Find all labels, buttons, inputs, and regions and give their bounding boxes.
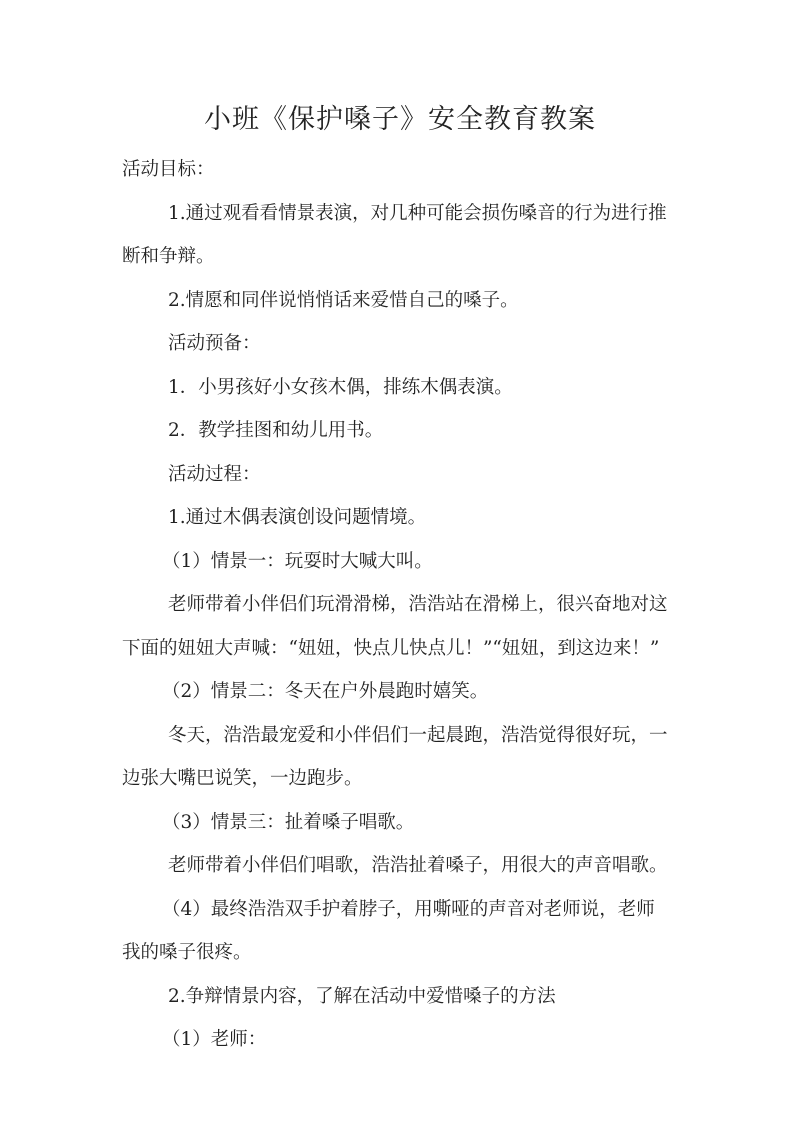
paragraph-scene-3: [122, 801, 682, 845]
paragraph-scene-2: [122, 670, 682, 714]
text-line: 1.通过木偶表演创设问题情境。: [168, 507, 427, 528]
paragraph-process-2: [122, 975, 682, 1019]
text-line: （3）情景三：扯着嗓子唱歌。: [162, 811, 415, 833]
text-line: 断和争辩。: [122, 246, 215, 267]
text-line: 活动目标：: [122, 159, 215, 180]
paragraph-teacher: [122, 1018, 682, 1062]
paragraph-prep-1: [122, 366, 682, 410]
paragraph-scene-1: [122, 540, 682, 584]
paragraph-process-heading: [122, 453, 682, 497]
text-line: （1）老师：: [162, 1029, 267, 1050]
text-line: （4）最终浩浩双手护着脖子，用嘶哑的声音对老师说，老师: [162, 898, 655, 920]
text-line: 1．小男孩好小女孩木偶，排练木偶表演。: [168, 376, 513, 398]
text-line: 1.通过观看看情景表演，对几种可能会损伤嗓音的行为进行推: [168, 202, 667, 224]
text-line: （1）情景一：玩耍时大喊大叫。: [162, 550, 433, 572]
document-title: 小班《保护嗓子》安全教育教案: [204, 104, 596, 135]
text-line: 活动过程：: [168, 463, 261, 485]
text-line: 老师带着小伴侣们玩滑滑梯，浩浩站在滑梯上，很兴奋地对这: [168, 594, 668, 615]
paragraph-goal-1: [122, 192, 682, 279]
paragraph-process-1: [122, 496, 682, 540]
paragraph-prep-2: [122, 409, 682, 453]
paragraph-goals-heading: [122, 148, 682, 192]
text-line: 我的嗓子很疼。: [122, 942, 252, 963]
text-line: 老师带着小伴侣们唱歌，浩浩扯着嗓子，用很大的声音唱歌。: [168, 855, 668, 876]
text-line: 边张大嘴巴说笑，一边跑步。: [122, 768, 363, 789]
text-line: 2.情愿和同伴说悄悄话来爱惜自己的嗓子。: [168, 289, 519, 311]
paragraph-scene-3-detail: [122, 844, 682, 888]
paragraph-scene-1-detail: [122, 583, 682, 670]
text-line: 2.争辩情景内容，了解在活动中爱惜嗓子的方法: [168, 985, 556, 1007]
paragraph-prep-heading: [122, 322, 682, 366]
text-line: 2．教学挂图和幼儿用书。: [168, 420, 384, 441]
text-line: 下面的妞妞大声喊：“妞妞，快点儿快点儿！”“妞妞，到这边来！”: [122, 637, 660, 659]
text-line: （2）情景二：冬天在户外晨跑时嬉笑。: [162, 681, 489, 702]
text-line: 冬天，浩浩最宠爱和小伴侣们一起晨跑，浩浩觉得很好玩，一: [168, 724, 668, 746]
paragraph-scene-2-detail: [122, 714, 682, 801]
paragraph-goal-2: [122, 279, 682, 323]
document-body: [122, 148, 682, 1062]
text-line: 活动预备：: [168, 333, 261, 354]
paragraph-scene-4: [122, 888, 682, 975]
